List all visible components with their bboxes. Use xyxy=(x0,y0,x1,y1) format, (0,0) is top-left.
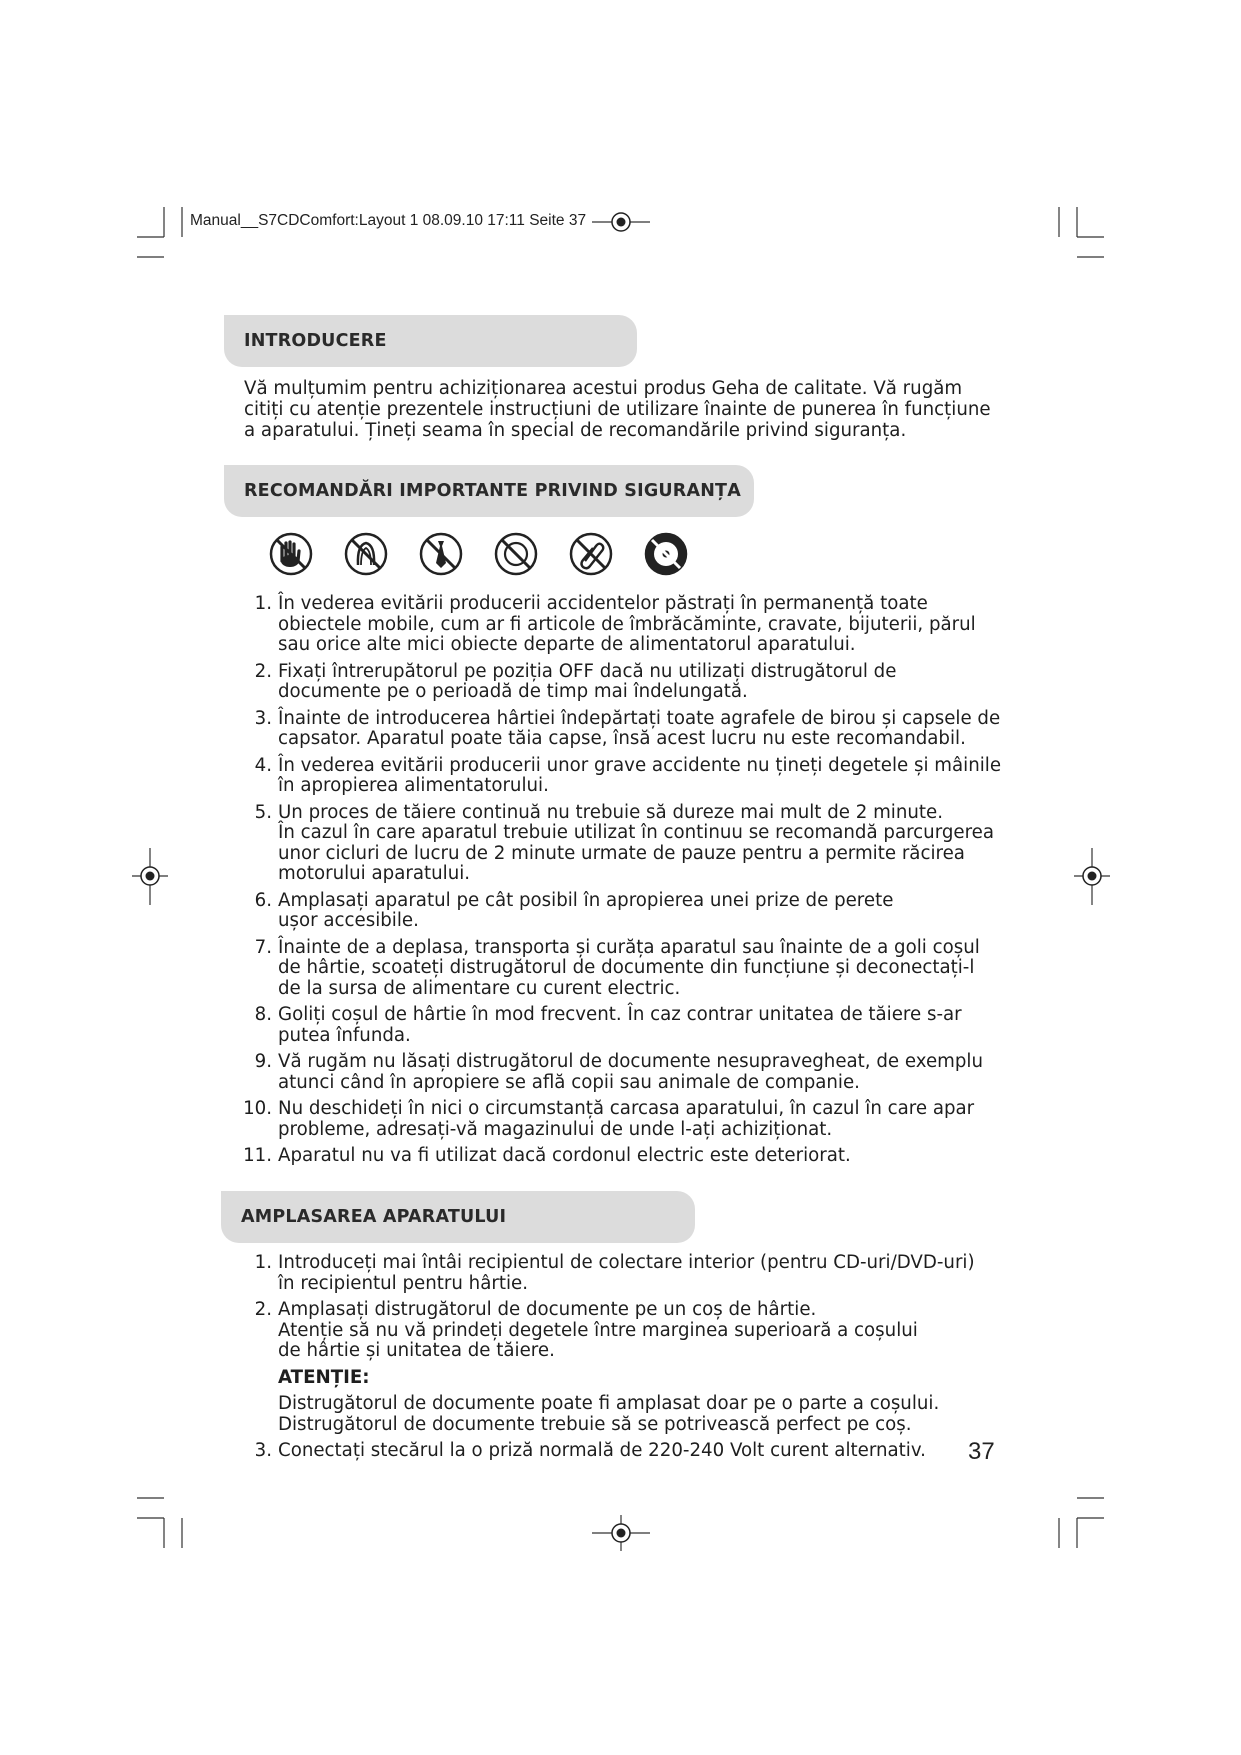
list-item-line: În vederea evitării producerii accidentelor păstrați în permanență toate xyxy=(278,593,928,614)
list-item-line: Introduceți mai întâi recipientul de colectare interior (pentru CD-uri/DVD-uri) xyxy=(278,1252,975,1273)
list-item-line: de hârtie și unitatea de tăiere. xyxy=(278,1340,555,1361)
list-item xyxy=(244,1300,1024,1435)
list-item-number: 5. xyxy=(254,801,272,823)
list-item-line: Amplasați aparatul pe cât posibil în apropierea unei prize de perete xyxy=(278,889,894,911)
list-item-line: probleme, adresați-vă magazinului de unde l-ați achiziționat. xyxy=(278,1118,833,1140)
no-tie-icon xyxy=(418,531,464,577)
warning-title: ATENȚIE: xyxy=(278,1366,370,1388)
list-item xyxy=(244,1146,1024,1167)
warning-line: Distrugătorul de documente poate fi amplasat doar pe o parte a coșului. xyxy=(278,1393,940,1414)
list-item-number: 2. xyxy=(254,1299,272,1320)
list-item-line: Înainte de introducerea hârtiei îndepărtați toate agrafele de birou și capsele de xyxy=(278,707,1001,729)
list-item-line: în apropierea alimentatorului. xyxy=(278,775,549,796)
list-item-line: capsator. Aparatul poate tăia capse, însă acest lucru nu este recomandabil. xyxy=(278,728,966,749)
list-item-line: de la sursa de alimentare cu curent electric. xyxy=(278,977,681,999)
list-item-number: 3. xyxy=(254,707,272,729)
intro-line: a aparatului. Țineți seama în special de recomandările privind siguranța. xyxy=(244,420,907,441)
section-header-intro: INTRODUCERE xyxy=(224,315,637,367)
safety-list xyxy=(244,594,1024,1173)
list-item-line: obiectele mobile, cum ar fi articole de îmbrăcăminte, cravate, bijuterii, părul xyxy=(278,613,976,635)
safety-icons-row xyxy=(268,531,689,577)
list-item-line: putea înfunda. xyxy=(278,1024,411,1046)
list-item-line: Aparatul nu va fi utilizat dacă cordonul electric este deteriorat. xyxy=(278,1145,851,1166)
print-slug: Manual__S7CDComfort:Layout 1 08.09.10 17:11 Seite 37 xyxy=(190,212,587,229)
list-item-line: motorului aparatului. xyxy=(278,863,471,884)
list-item xyxy=(244,803,1024,885)
intro-line: citiți cu atenție prezentele instrucțiuni de utilizare înainte de punerea în funcțiune xyxy=(244,399,991,420)
list-item-number: 11. xyxy=(243,1145,272,1166)
list-item-line: de hârtie, scoateți distrugătorul de documente din funcțiune și deconectați-l xyxy=(278,957,975,978)
no-paperclip-icon xyxy=(568,531,614,577)
list-item-line: În vederea evitării producerii unor grave accidente nu țineți degetele și mâinile xyxy=(278,754,1002,776)
list-item-line: Atenție să nu vă prindeți degetele între marginea superioară a coșului xyxy=(278,1319,918,1341)
list-item-number: 3. xyxy=(254,1440,272,1461)
list-item-line: În cazul în care aparatul trebuie utilizat în continuu se recomandă parcurgerea xyxy=(278,822,995,843)
list-item-line: unor cicluri de lucru de 2 minute urmate de pauze pentru a permite răcirea xyxy=(278,842,965,864)
list-item-number: 8. xyxy=(254,1004,272,1025)
list-item-line: Conectați stecărul la o priză normală de 220-240 Volt curent alternativ. xyxy=(278,1440,926,1461)
page-number: 37 xyxy=(968,1438,995,1465)
section-header-safety: RECOMANDĂRI IMPORTANTE PRIVIND SIGURANȚA xyxy=(224,465,754,517)
no-hair-icon xyxy=(343,531,389,577)
list-item-line: în recipientul pentru hârtie. xyxy=(278,1272,528,1294)
list-item-line: Nu deschideți în nici o circumstanță carcasa aparatului, în cazul în care apar xyxy=(278,1098,975,1119)
list-item-line: Înainte de a deplasa, transporta și curăța aparatul sau înainte de a goli coșul xyxy=(278,936,980,958)
list-item xyxy=(244,1005,1024,1046)
intro-line: Vă mulțumim pentru achiziționarea acestui produs Geha de calitate. Vă rugăm xyxy=(244,378,963,399)
list-item-line: ușor accesibile. xyxy=(278,910,419,931)
list-item-line: Un proces de tăiere continuă nu trebuie să dureze mai mult de 2 minute. xyxy=(278,801,944,823)
list-item-line: Goliți coșul de hârtie în mod frecvent. În caz contrar unitatea de tăiere s-ar xyxy=(278,1004,962,1025)
list-item-line: Fixați întrerupătorul pe poziția OFF dacă nu utilizați distrugătorul de xyxy=(278,660,897,682)
list-item xyxy=(244,891,1024,932)
list-item-number: 4. xyxy=(254,754,272,776)
list-item-number: 1. xyxy=(254,1252,272,1273)
list-item xyxy=(244,709,1024,750)
no-hands-icon xyxy=(268,531,314,577)
list-item-line: documente pe o perioadă de timp mai îndelungată. xyxy=(278,681,748,702)
list-item xyxy=(244,594,1024,656)
list-item xyxy=(244,1253,1024,1294)
list-item-line: Vă rugăm nu lăsați distrugătorul de documente nesupravegheat, de exemplu xyxy=(278,1051,983,1072)
intro-paragraph xyxy=(244,378,1014,441)
list-item xyxy=(244,938,1024,1000)
list-item-number: 7. xyxy=(254,936,272,958)
list-item xyxy=(244,1052,1024,1093)
list-item-line: Amplasați distrugătorul de documente pe un coș de hârtie. xyxy=(278,1299,817,1320)
list-item-number: 9. xyxy=(254,1051,272,1072)
list-item xyxy=(244,1441,1024,1462)
list-item-number: 1. xyxy=(254,593,272,614)
no-cd-icon xyxy=(643,531,689,577)
list-item xyxy=(244,662,1024,703)
list-item-line: atunci când în apropiere se află copii sau animale de companie. xyxy=(278,1071,860,1093)
section-header-placement: AMPLASAREA APARATULUI xyxy=(221,1191,695,1243)
list-item-number: 10. xyxy=(243,1098,272,1119)
list-item-line: sau orice alte mici obiecte departe de alimentatorul aparatului. xyxy=(278,634,856,655)
warning-line: Distrugătorul de documente trebuie să se potrivească perfect pe coș. xyxy=(278,1413,912,1435)
list-item xyxy=(244,1099,1024,1140)
placement-list xyxy=(244,1253,1024,1468)
list-item-number: 6. xyxy=(254,889,272,911)
no-jewelry-icon xyxy=(493,531,539,577)
list-item xyxy=(244,756,1024,797)
list-item-number: 2. xyxy=(254,660,272,682)
